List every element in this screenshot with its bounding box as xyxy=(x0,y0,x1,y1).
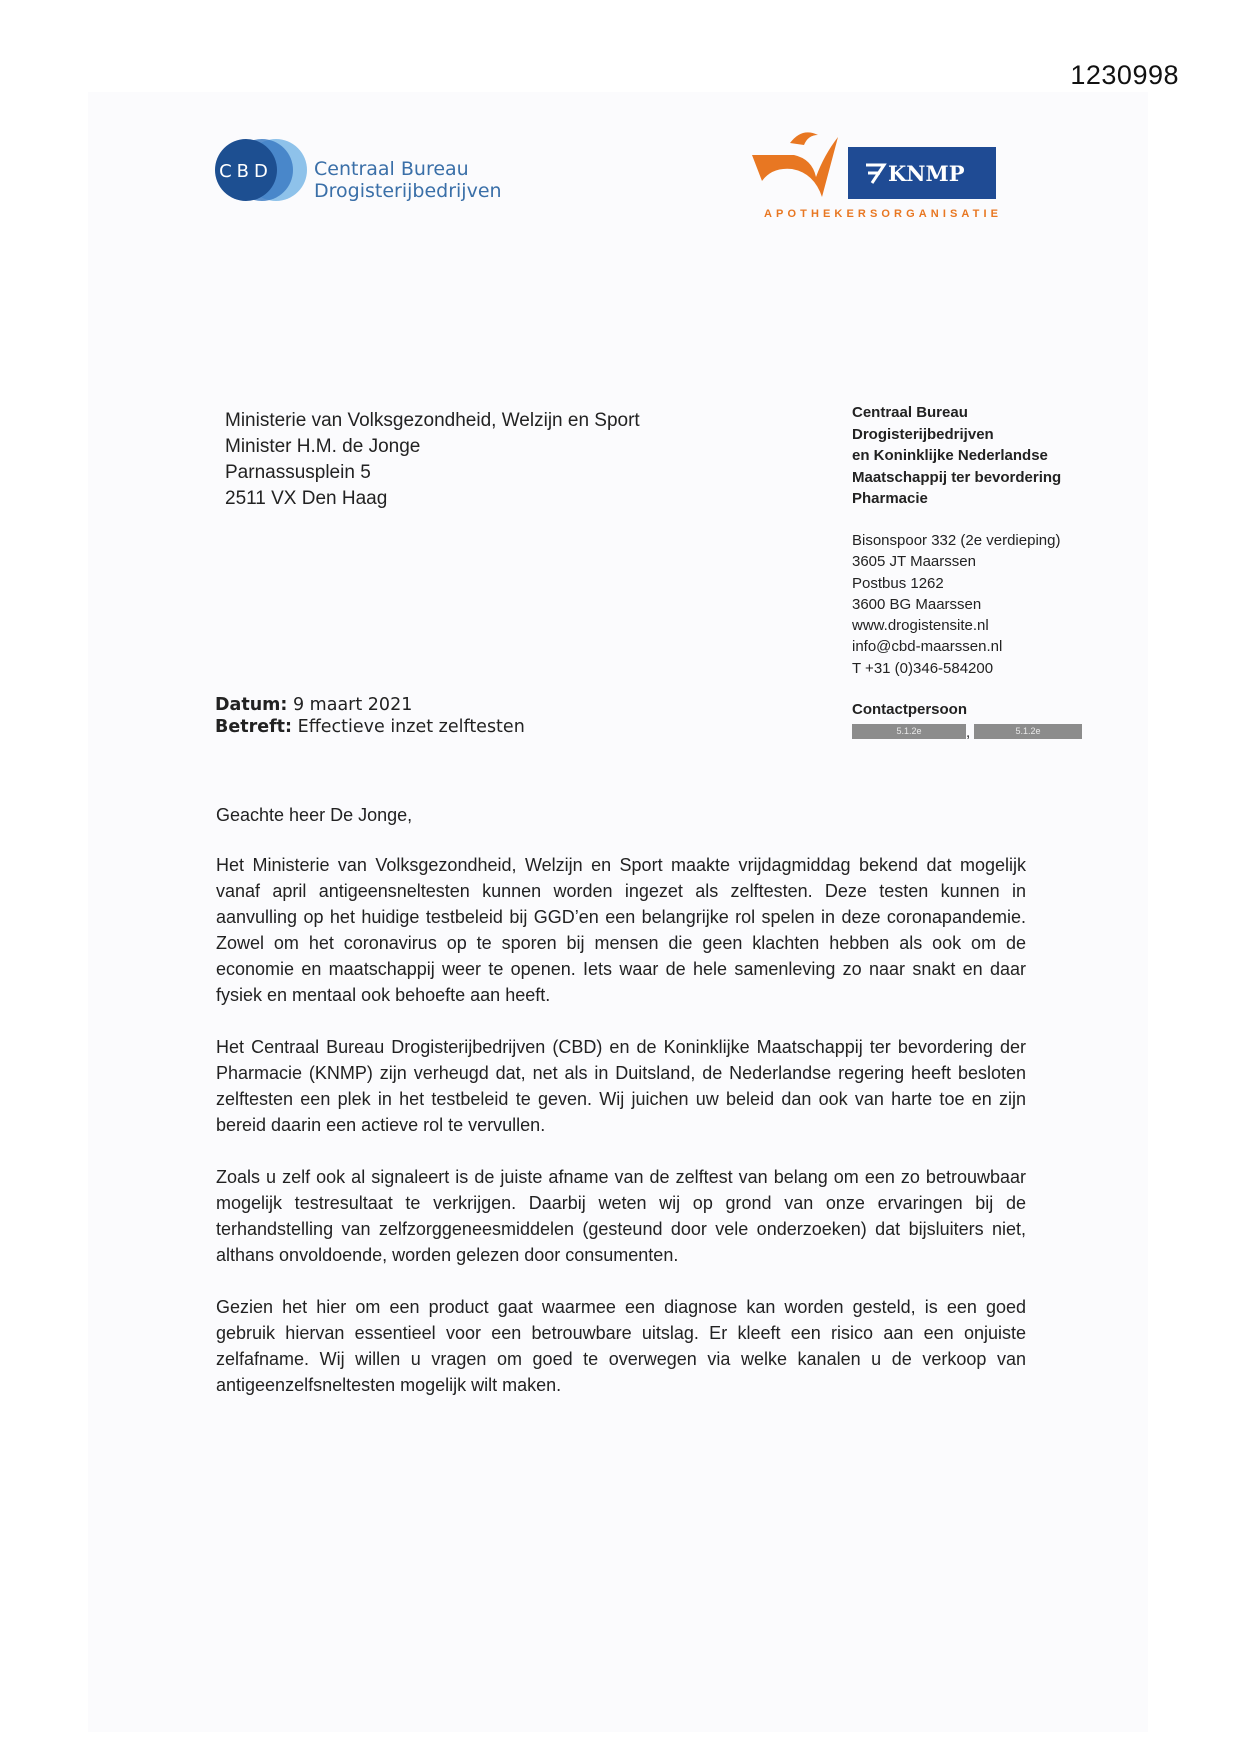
sender-website[interactable]: www.drogistensite.nl xyxy=(852,617,989,635)
knmp-logo-name: KNMP xyxy=(888,161,965,186)
sender-phone: T +31 (0)346-584200 xyxy=(852,659,994,677)
sender-address-line: Postbus 1262 xyxy=(852,574,944,592)
sender-address xyxy=(852,530,1060,679)
cbd-logo-line2: Drogisterijbedrijven xyxy=(314,180,502,202)
body-paragraph: Het Centraal Bureau Drogisterijbedrijven (CBD) en de Koninklijke Maatschappij ter bevordering der Pharmacie (KNMP) zijn verheugd dat, net als in Duitsland, de Nederlandse regering heeft besloten zelftesten een plek in het testbeleid te geven. Wij juichen uw beleid dan ook van harte toe en zijn bereid daarin een actieve rol te vervullen. xyxy=(216,1037,1026,1135)
body-paragraph: Het Ministerie van Volksgezondheid, Welzijn en Sport maakte vrijdagmiddag bekend dat mogelijk vanaf april antigeensneltesten kunnen worden ingezet als zelftesten. Deze testen kunnen in aanvulling op het huidige testbeleid bij GGD’en een belangrijke rol spelen in deze coronapandemie. Zowel om het coronavirus op te sporen bij mensen die geen klachten hebben als ook om de economie en maatschappij weer te openen. Iets waar de hele samenleving zo naar snakt en daar fysiek en mentaal ook behoefte aan heeft. xyxy=(216,855,1026,1005)
date-label: Datum: xyxy=(215,695,288,715)
recipient-line: 2511 VX Den Haag xyxy=(225,488,388,509)
sender-organisation xyxy=(852,402,1061,510)
recipient-line: Minister H.M. de Jonge xyxy=(225,436,421,457)
sender-org-line: Pharmacie xyxy=(852,490,928,507)
sender-address-line: 3600 BG Maarssen xyxy=(852,595,982,613)
letter-body xyxy=(216,802,1026,1424)
recipient-line: Parnassusplein 5 xyxy=(225,462,371,483)
sender-address-line: Bisonspoor 332 (2e verdieping) xyxy=(852,532,1061,549)
subject-value: Effectieve inzet zelftesten xyxy=(297,717,525,737)
redaction-block: 5.1.2e xyxy=(974,724,1082,739)
redaction-block: 5.1.2e xyxy=(852,724,966,739)
cbd-logo-line1: Centraal Bureau xyxy=(314,158,469,180)
knmp-logo-snake xyxy=(790,132,818,145)
subject-row xyxy=(215,716,525,738)
body-paragraph: Zoals u zelf ook al signaleert is de juiste afname van de zelftest van belang om een zo betrouwbaar mogelijk testresultaat te verkrijgen. Daarbij weten wij op grond van onze ervaringen bij de terhandstelling van zelfzorggeneesmiddelen (gesteund door vele onderzoeken) dat bijsluiters niet, althans onvoldoende, worden gelezen door consumenten. xyxy=(216,1167,1026,1265)
salutation: Geachte heer De Jonge, xyxy=(216,805,413,825)
redaction-separator: , xyxy=(966,724,971,741)
cbd-logo-text xyxy=(314,158,502,202)
date-value: 9 maart 2021 xyxy=(292,695,413,715)
sender-org-line: Maatschappij ter bevordering xyxy=(852,468,1062,486)
recipient-line: Ministerie van Volksgezondheid, Welzijn en Sport xyxy=(225,410,640,431)
sender-org-line: en Koninklijke Nederlandse xyxy=(852,447,1048,464)
recipient-address xyxy=(225,408,640,512)
date-row xyxy=(215,694,525,716)
body-paragraph: Gezien het hier om een product gaat waarmee een diagnose kan worden gesteld, is een goed gebruik hiervan essentieel voor een betrouwbare uitslag. Er kleeft een risico aan een onjuiste zelfafname. Wij willen u vragen om goed te overwegen via welke kanalen u de verkoop van antigeenzelfsneltesten mogelijk wilt maken. xyxy=(216,1297,1026,1395)
sender-org-line: Drogisterijbedrijven xyxy=(852,425,994,443)
sender-address-line: 3605 JT Maarssen xyxy=(852,553,976,571)
contact-person-label: Contactpersoon xyxy=(852,701,968,718)
sender-email[interactable]: info@cbd-maarssen.nl xyxy=(852,638,1003,656)
knmp-logo-subtitle: APOTHEKERSORGANISATIE xyxy=(764,208,1003,220)
knmp-logo-swoosh xyxy=(752,137,838,197)
sender-org-line: Centraal Bureau xyxy=(852,404,968,421)
document-number: 1230998 xyxy=(1070,60,1179,90)
cbd-logo-initials: CBD xyxy=(219,161,273,182)
letter-meta xyxy=(215,694,525,738)
subject-label: Betreft: xyxy=(215,717,293,737)
